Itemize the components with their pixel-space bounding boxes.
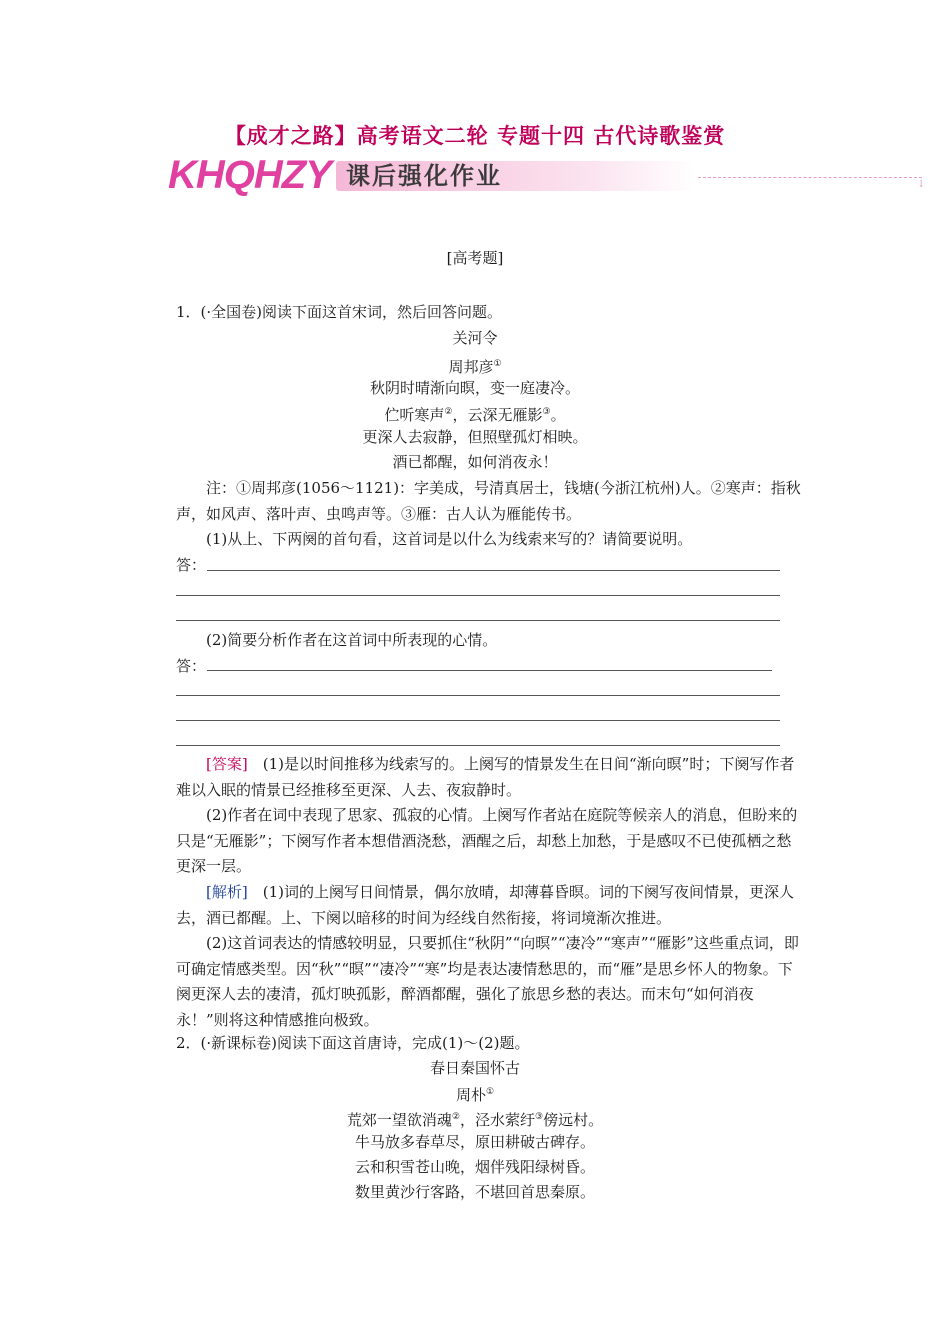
q1-line2-part: 。 (550, 406, 566, 424)
q1-analysis-2: (2)这首词表达的情感较明显，只要抓住“秋阴”“向暝”“凄冷”“寒声”“雁影”这些重点词，即可确定情感类型。因“秋”“暝”“凄冷”“寒”均是表达凄情愁思的，而“雁”是思乡怀人的物象。下阕更深人去的凄清，孤灯映孤影，醉酒都醒，强化了旅思乡愁的表达。而末句“如何消夜永！”则将这种情感推向极致。 (176, 934, 799, 1029)
answer-line (176, 695, 780, 696)
q1-answer-label: 答： (176, 556, 207, 574)
q1-answer-label: 答： (176, 657, 207, 675)
q1-analysis-1 (176, 880, 806, 931)
q1-author-note: ① (493, 359, 502, 369)
q2-poem-line (0, 1107, 950, 1130)
homework-banner (168, 153, 926, 201)
q1-poem-line (0, 402, 950, 425)
q2-intro: 2．(·新课标卷)阅读下面这首唐诗，完成(1)～(2)题。 (176, 1034, 530, 1052)
q1-line2-note: ② (444, 407, 453, 417)
q2-line1-part: 傍远村。 (543, 1111, 604, 1129)
q1-line2-note: ③ (542, 407, 551, 417)
q1-note: 注：①周邦彦(1056～1121)：字美成，号清真居士，钱塘(今浙江杭州)人。②寒声：指秋声，如风声、落叶声、虫鸣声等。③雁：古人认为雁能传书。 (176, 479, 801, 523)
q1-author-name: 周邦彦 (448, 358, 494, 376)
q1-author (0, 354, 950, 377)
q1-poem-title: 关河令 (452, 329, 498, 347)
q1-sub2: (2)简要分析作者在这首词中所表现的心情。 (206, 631, 498, 649)
answer-line (176, 595, 780, 596)
banner-logo: KHQHZY (168, 153, 331, 197)
q1-poem-line: 更深人去寂静，但照壁孤灯相映。 (362, 428, 588, 446)
answer-line (207, 570, 780, 571)
answer-line (207, 670, 772, 671)
answer-line (176, 720, 780, 721)
q1-answer-2: (2)作者在词中表现了思家、孤寂的心情。上阕写作者站在庭院等候亲人的消息，但盼来的只是“无雁影”；下阕写作者本想借酒浇愁，酒醒之后，却愁上加愁，于是感叹不已使孤栖之愁更深一层。 (176, 806, 798, 875)
q2-author-note: ① (485, 1087, 495, 1097)
q1-poem-line: 秋阴时晴渐向暝，变一庭凄冷。 (369, 379, 580, 397)
q2-line1-part: 荒郊一望欲消魂 (346, 1111, 452, 1129)
q1-poem-line: 酒已都醒，如何消夜永！ (392, 453, 558, 471)
q1-line2-part: ，云深无雁影 (452, 406, 543, 424)
q1-intro: 1．(·全国卷)阅读下面这首宋词，然后回答问题。 (176, 303, 503, 321)
q2-line1-note: ② (451, 1112, 460, 1122)
q2-line1-part: ，泾水萦纡 (459, 1111, 535, 1129)
answer-line (176, 745, 780, 746)
q2-author-name: 周朴 (455, 1086, 486, 1104)
q2-line1-note: ③ (535, 1112, 544, 1122)
section-label: [高考题] (446, 249, 504, 267)
q2-poem-line: 牛马放多春草尽，原田耕破古碑存。 (354, 1133, 595, 1151)
answer-text: (1)是以时间推移为线索写的。上阕写的情景发生在日间“渐向暝”时；下阕写作者难以入眠的情景已经推移至更深、人去、夜寂静时。 (176, 755, 795, 799)
q2-poem-line: 数里黄沙行客路，不堪回首思秦原。 (354, 1183, 595, 1201)
q1-line2-part: 伫听寒声 (384, 406, 445, 424)
analysis-tag: [解析] (206, 883, 248, 901)
analysis-text: (1)词的上阕写日间情景，偶尔放晴，却薄暮昏暝。词的下阕写夜间情景，更深人去，酒已都醒。上、下阕以暗移的时间为经线自然衔接，将词境渐次推进。 (176, 883, 794, 927)
banner-dashed-line (698, 177, 922, 178)
q1-answer-1 (176, 752, 806, 803)
arrow-down-icon: ↓ (917, 179, 926, 190)
q2-poem-title: 春日秦国怀古 (429, 1059, 520, 1077)
banner-text: 课后强化作业 (346, 162, 502, 190)
q2-author (0, 1082, 950, 1105)
q2-poem-line: 云和积雪苍山晚，烟伴残阳绿树昏。 (354, 1158, 595, 1176)
document-title: 【成才之路】高考语文二轮 专题十四 古代诗歌鉴赏 (224, 123, 726, 148)
answer-tag: [答案] (206, 755, 248, 773)
answer-line (176, 620, 780, 621)
q1-sub1: (1)从上、下两阕的首句看，这首词是以什么为线索来写的？请简要说明。 (206, 530, 693, 548)
